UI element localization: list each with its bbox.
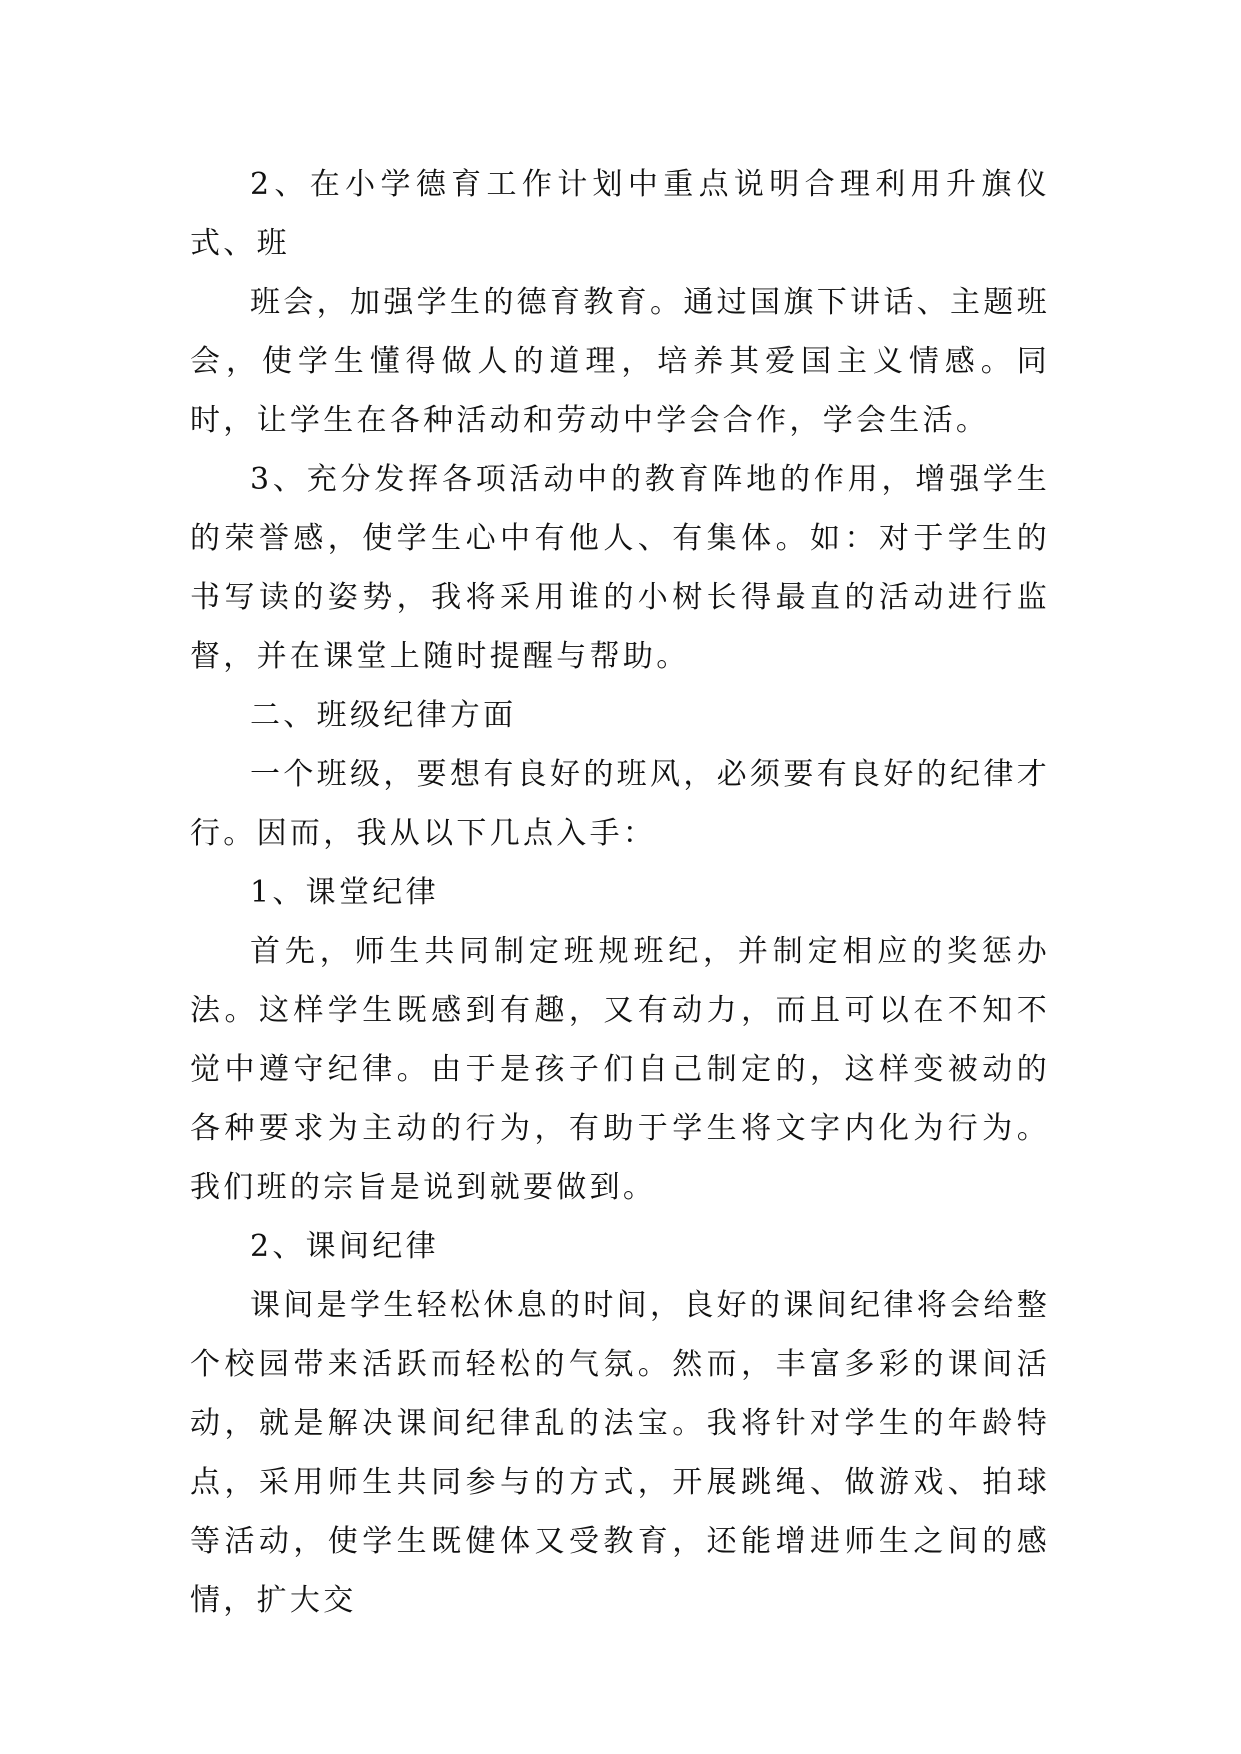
paragraph-moral-education-item-3: 3、充分发挥各项活动中的教育阵地的作用，增强学生的荣誉感，使学生心中有他人、有集体。如：对于学生的书写读的姿势，我将采用谁的小树长得最直的活动进行监督，并在课堂上随时提醒与帮助。 <box>190 462 1050 674</box>
section-heading-class-discipline: 二、班级纪律方面 <box>250 698 517 733</box>
document-body <box>190 155 1050 1630</box>
paragraph-classroom-discipline: 首先，师生共同制定班规班纪，并制定相应的奖惩办法。这样学生既感到有趣，又有动力，而且可以在不知不觉中遵守纪律。由于是孩子们自己制定的，这样变被动的各种要求为主动的行为，有助于学生将文字内化为行为。我们班的宗旨是说到就要做到。 <box>190 934 1050 1205</box>
paragraph-recess-discipline: 课间是学生轻松休息的时间，良好的课间纪律将会给整个校园带来活跃而轻松的气氛。然而，丰富多彩的课间活动，就是解决课间纪律乱的法宝。我将针对学生的年龄特点，采用师生共同参与的方式，开展跳绳、做游戏、拍球等活动，使学生既健体又受教育，还能增进师生之间的感情，扩大交 <box>190 1288 1050 1618</box>
paragraph-discipline-intro: 一个班级，要想有良好的班风，必须要有良好的纪律才行。因而，我从以下几点入手： <box>190 757 1050 851</box>
subheading-classroom-discipline: 1、课堂纪律 <box>250 875 439 910</box>
subheading-recess-discipline: 2、课间纪律 <box>250 1229 439 1264</box>
paragraph-moral-education-item-2: 2、在小学德育工作计划中重点说明合理利用升旗仪式、班 <box>190 167 1050 261</box>
paragraph-class-meeting: 班会，加强学生的德育教育。通过国旗下讲话、主题班会，使学生懂得做人的道理，培养其爱国主义情感。同时，让学生在各种活动和劳动中学会合作，学会生活。 <box>190 285 1050 438</box>
